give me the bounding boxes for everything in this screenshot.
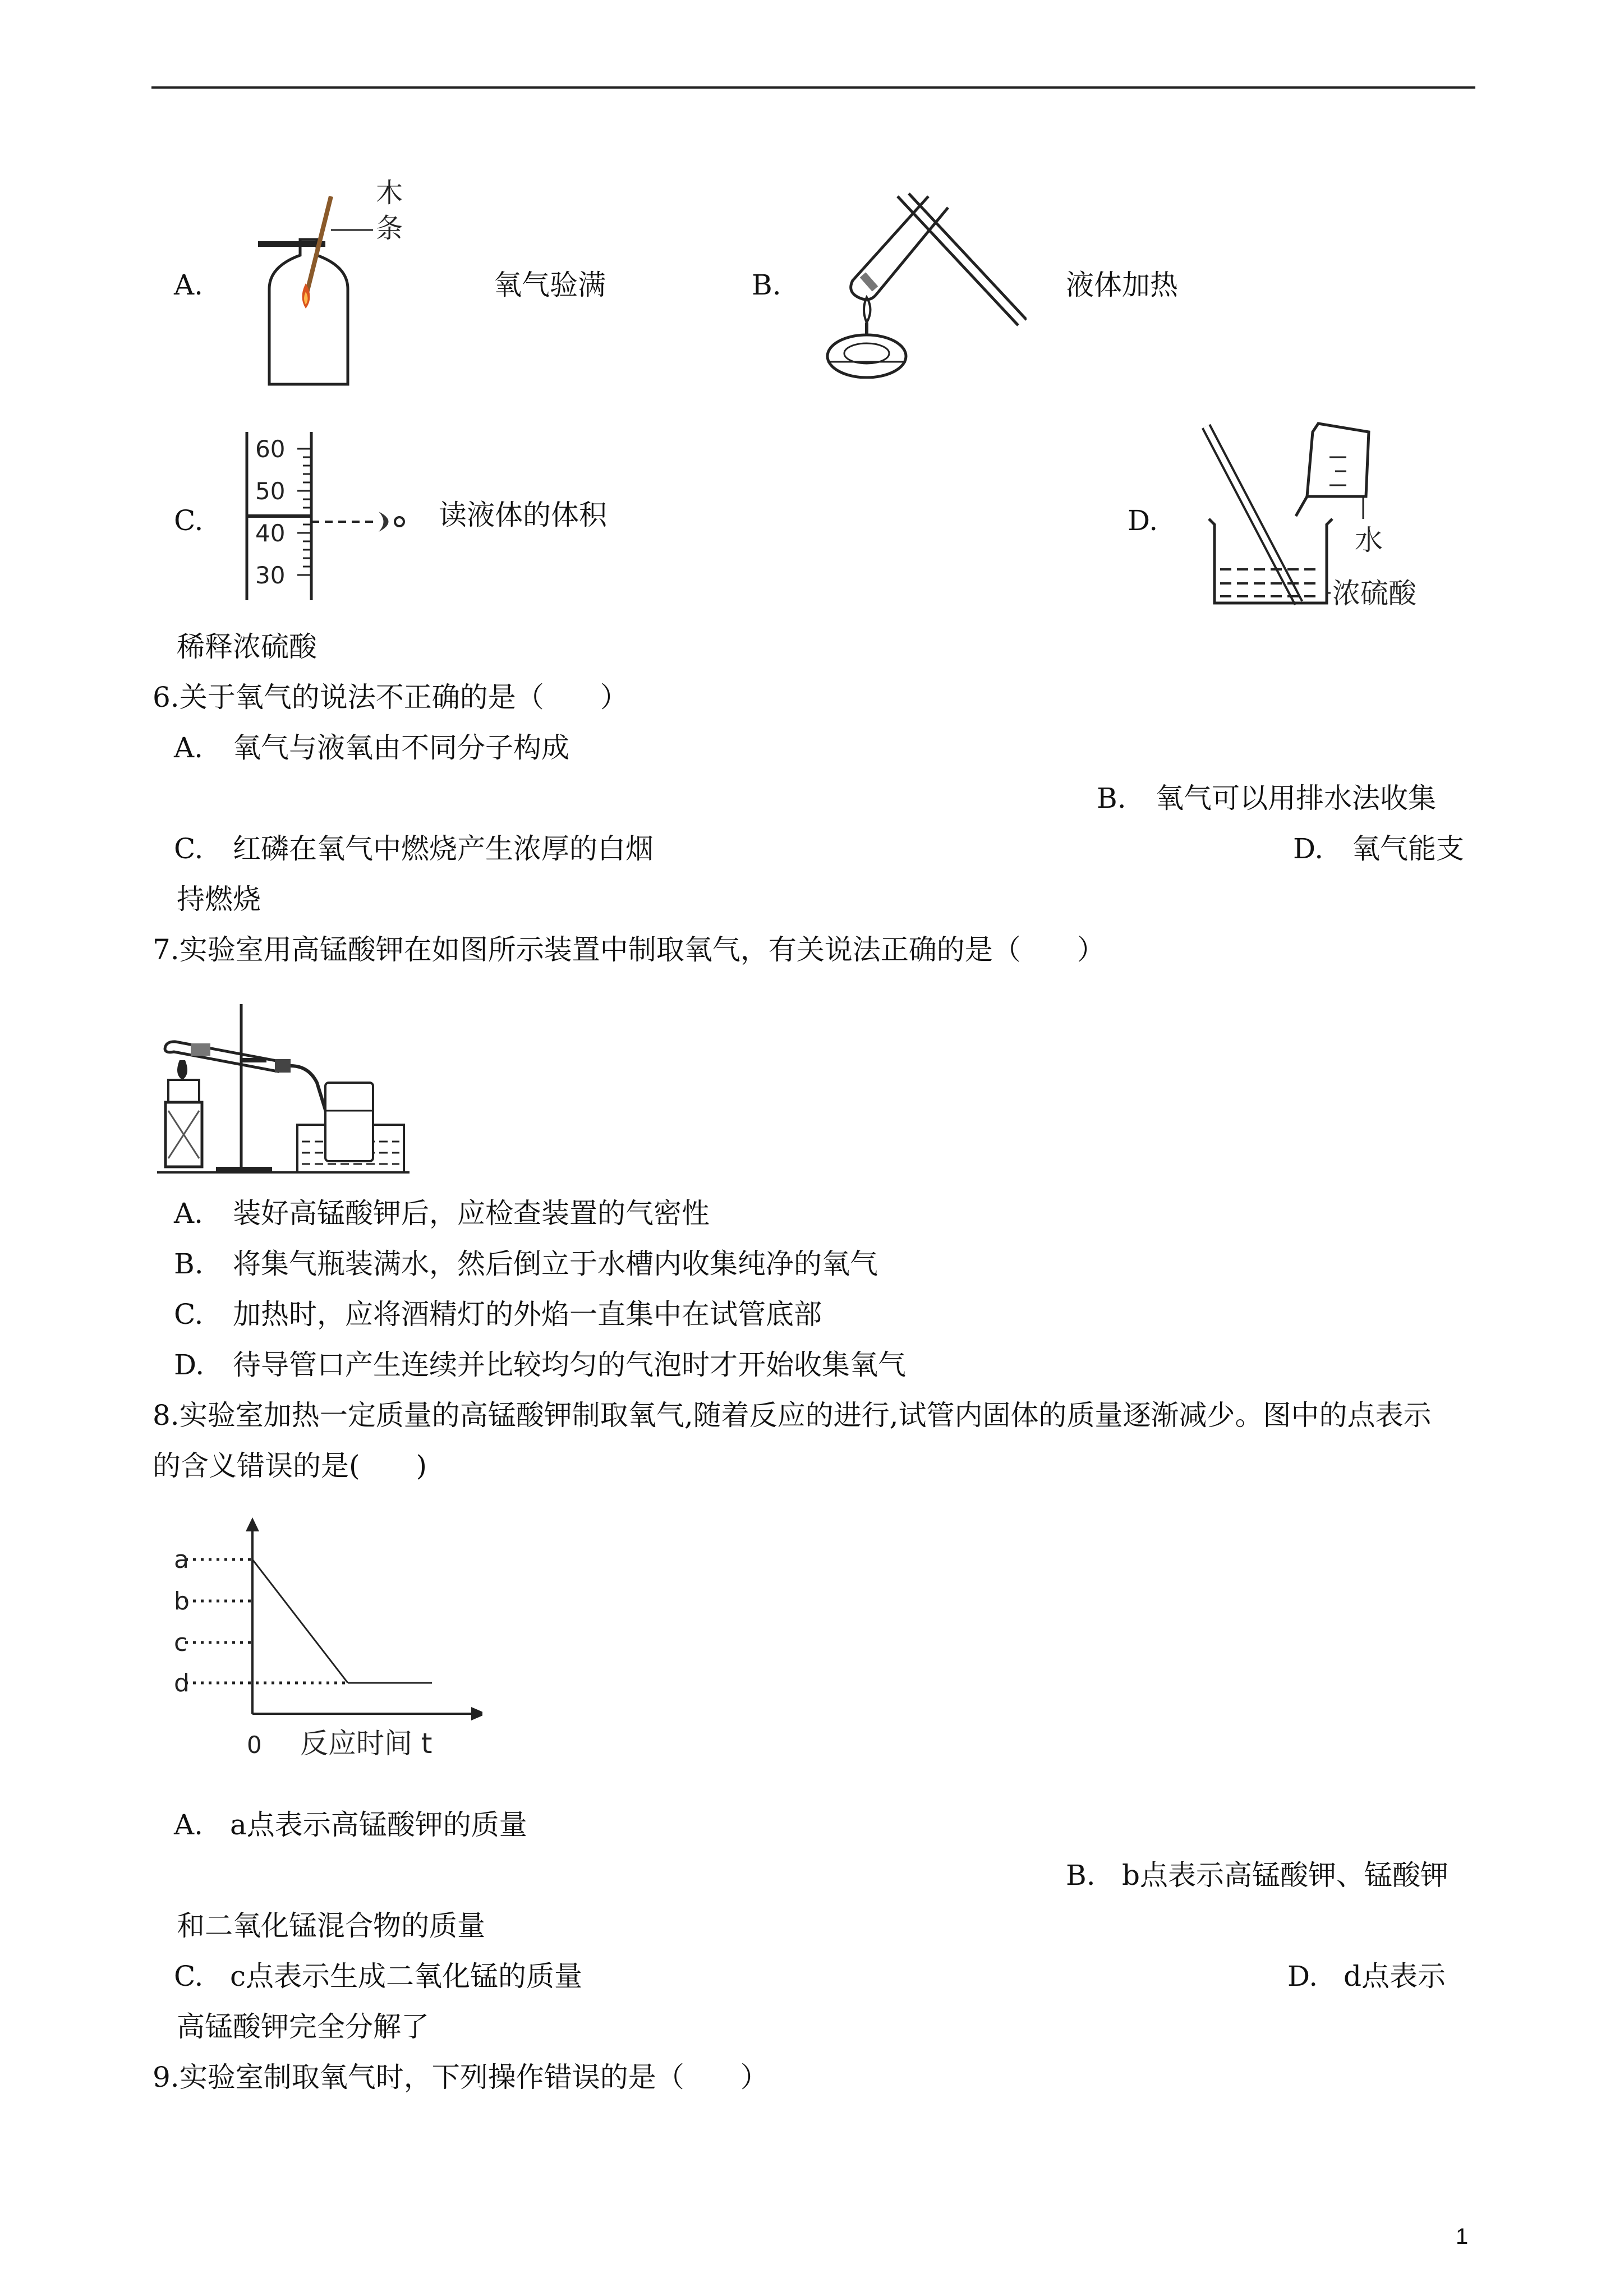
q6-stem: 6.关于氧气的说法不正确的是（ ） bbox=[153, 681, 628, 714]
fig-label-water: 水 bbox=[1355, 524, 1383, 556]
q5-option-b-text: 液体加热 bbox=[1066, 269, 1178, 301]
q5-figure-a-oxygen-test bbox=[247, 177, 415, 387]
graph-point-d: d bbox=[174, 1669, 190, 1697]
q5-option-c-text: 读液体的体积 bbox=[439, 499, 607, 531]
graph-point-a: a bbox=[174, 1545, 189, 1574]
q5-figure-c-cylinder-reading bbox=[236, 426, 421, 606]
q5-option-c-letter: C. bbox=[174, 504, 204, 537]
q5-figure-d-dilute-acid bbox=[1200, 418, 1442, 611]
q9-stem: 9.实验室制取氧气时，下列操作错误的是（ ） bbox=[153, 2061, 769, 2093]
q8-option-d-cont: 高锰酸钾完全分解了 bbox=[177, 2010, 429, 2043]
q7-option-a-letter: A. bbox=[174, 1197, 204, 1230]
tick-40: 40 bbox=[255, 519, 286, 547]
q8-option-b-cont: 和二氧化锰混合物的质量 bbox=[177, 1910, 485, 1942]
q8-option-d-letter: D. bbox=[1287, 1960, 1318, 1993]
header-rule bbox=[151, 86, 1475, 89]
q8-option-b-text: b点表示高锰酸钾、锰酸钾 bbox=[1122, 1859, 1449, 1892]
q7-option-a-text: 装好高锰酸钾后，应检查装置的气密性 bbox=[233, 1197, 710, 1230]
q7-option-b-text: 将集气瓶装满水，然后倒立于水槽内收集纯净的氧气 bbox=[233, 1248, 878, 1280]
q7-option-c-letter: C. bbox=[174, 1298, 204, 1331]
q6-option-d-cont: 持燃烧 bbox=[177, 883, 261, 915]
q5-option-a-letter: A. bbox=[174, 269, 204, 301]
q8-option-d-text: d点表示 bbox=[1344, 1960, 1446, 1993]
q5-option-b-letter: B. bbox=[752, 269, 781, 301]
q7-option-d-text: 待导管口产生连续并比较均匀的气泡时才开始收集氧气 bbox=[233, 1349, 906, 1381]
q5-option-d-letter: D. bbox=[1128, 504, 1158, 537]
q8-option-c-letter: C. bbox=[174, 1960, 204, 1993]
q7-stem: 7.实验室用高锰酸钾在如图所示装置中制取氧气，有关说法正确的是（ ） bbox=[153, 933, 1105, 966]
q5-option-d-text: 稀释浓硫酸 bbox=[177, 631, 317, 663]
q6-option-a-letter: A. bbox=[174, 731, 204, 764]
q6-option-b-text: 氧气可以用排水法收集 bbox=[1156, 782, 1436, 815]
q6-option-a-text: 氧气与液氧由不同分子构成 bbox=[233, 731, 569, 764]
tick-30: 30 bbox=[255, 562, 286, 589]
fig-label-wood-2: 条 bbox=[376, 213, 403, 244]
fig-label-wood-1: 木 bbox=[376, 177, 403, 209]
graph-origin-label: 0 bbox=[247, 1731, 262, 1759]
q6-option-c-letter: C. bbox=[174, 832, 204, 865]
q6-option-d-letter: D. bbox=[1293, 832, 1324, 865]
q5-figure-b-liquid-heating bbox=[813, 185, 1027, 379]
q7-option-d-letter: D. bbox=[174, 1349, 205, 1381]
graph-x-label: 反应时间 t bbox=[300, 1727, 433, 1760]
q7-option-c-text: 加热时，应将酒精灯的外焰一直集中在试管底部 bbox=[233, 1298, 822, 1331]
tick-60: 60 bbox=[255, 435, 286, 463]
graph-point-c: c bbox=[174, 1628, 188, 1657]
q8-option-b-letter: B. bbox=[1066, 1859, 1096, 1892]
page-number: 1 bbox=[1456, 2224, 1469, 2249]
q6-option-d-text: 氧气能支 bbox=[1352, 832, 1464, 865]
q5-option-a-text: 氧气验满 bbox=[494, 269, 606, 301]
q6-option-b-letter: B. bbox=[1097, 782, 1126, 815]
q8-mass-vs-time-graph bbox=[168, 1515, 482, 1773]
q8-option-a-letter: A. bbox=[174, 1809, 204, 1841]
q8-stem-line1: 8.实验室加热一定质量的高锰酸钾制取氧气,随着反应的进行,试管内固体的质量逐渐减少。图中的点表示 bbox=[153, 1399, 1432, 1432]
q7-figure-kmno4-apparatus bbox=[157, 999, 410, 1178]
q8-option-c-text: c点表示生成二氧化锰的质量 bbox=[230, 1960, 583, 1993]
q7-option-b-letter: B. bbox=[174, 1248, 204, 1280]
q8-option-a-text: a点表示高锰酸钾的质量 bbox=[230, 1809, 527, 1841]
tick-50: 50 bbox=[255, 477, 286, 505]
q8-stem-line2: 的含义错误的是( ) bbox=[153, 1450, 427, 1482]
q6-option-c-text: 红磷在氧气中燃烧产生浓厚的白烟 bbox=[233, 832, 654, 865]
graph-point-b: b bbox=[174, 1587, 190, 1616]
fig-label-conc-acid: 浓硫酸 bbox=[1332, 577, 1416, 610]
